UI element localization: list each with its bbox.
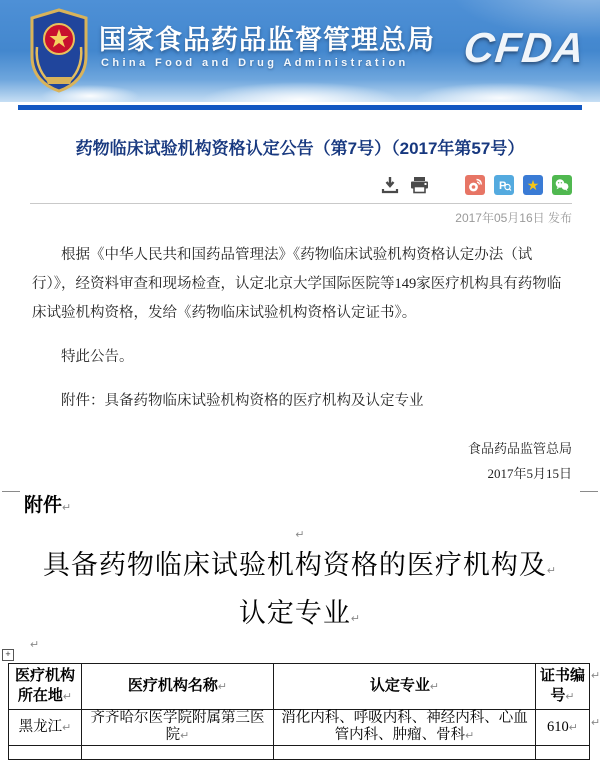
cell-region-text: 黑龙江 (18, 718, 63, 735)
favorite-star-glyph: ★ (526, 177, 540, 193)
signature-org: 食品药品监管总局 (467, 441, 572, 456)
crop-mark-right (580, 491, 598, 492)
body-paragraph-1: 根据《中华人民共和国药品管理法》《药物临床试验机构资格认定办法（试行）》，经资料审查和现场检查，认定北京大学国际医院等149家医疗机构具有药物临床试验机构资格，发给《药物临床试验机构资格认定证书》。 (32, 247, 562, 321)
org-name-cn: 国家食品药品监督管理总局 (99, 25, 435, 55)
publish-date: 2017年05月16日 发布 (455, 211, 572, 225)
attachment-title-line2 (0, 592, 600, 640)
toolbar-divider (30, 203, 572, 204)
signature-date: 2017年5月15日 (487, 466, 572, 481)
attachment-label-text: 附件 (24, 495, 63, 516)
cfda-emblem-icon (27, 7, 91, 95)
attachment-title-text2: 认定专业 (238, 598, 351, 628)
weibo-share-icon[interactable] (465, 175, 485, 195)
cell-name (82, 710, 274, 746)
col-header-cert-no (536, 664, 590, 710)
paragraph-mark: ↵ (568, 721, 578, 734)
institutions-table (8, 663, 590, 760)
paragraph-mark: ↵ (295, 529, 305, 541)
attachment-document (0, 489, 600, 751)
cell-specialties-text: 消化内科、呼吸内科、神经内科、心血管内科、肿瘤、骨科 (281, 710, 528, 743)
cell-specialties (274, 710, 536, 746)
table-row (9, 710, 590, 746)
paragraph-mark: ↵ (62, 502, 72, 514)
signature-block (0, 436, 572, 486)
body-paragraph-2: 特此公告。 (61, 349, 134, 365)
col-header-region (9, 664, 82, 710)
cell-region (9, 710, 82, 746)
table-header-row (9, 664, 590, 710)
page-title: 药物临床试验机构资格认定公告（第7号）（2017年第57号） (75, 139, 525, 158)
toolbar (30, 174, 572, 196)
cell-empty (536, 746, 590, 760)
wechat-share-icon[interactable] (552, 175, 572, 195)
paragraph-mark: ↵ (217, 681, 228, 693)
col-header-cert-no-text: 证书编号 (540, 667, 586, 704)
paragraph-mark: ↵ (62, 691, 73, 703)
article (0, 137, 600, 486)
empty-paragraph-mark (0, 525, 600, 543)
attachment-title-line1 (0, 544, 600, 592)
crop-mark-left (2, 491, 20, 492)
paragraph-mark: ↵ (350, 613, 362, 625)
paragraph-mark: ↵ (465, 730, 475, 742)
org-name-en: China Food and Drug Administration (101, 57, 409, 69)
paragraph-mark: ↵ (180, 730, 190, 742)
cell-cert-no-text: 610 (547, 718, 569, 735)
col-header-region-text: 医疗机构所在地 (14, 667, 75, 704)
favorite-share-icon[interactable] (523, 175, 543, 195)
print-icon[interactable] (409, 175, 429, 195)
cell-name-text: 齐齐哈尔医学院附属第三医院 (90, 710, 265, 743)
table-row-cutoff (9, 746, 590, 760)
col-header-specialties (274, 664, 536, 710)
attachment-reference-line: 附件：具备药物临床试验机构资格的医疗机构及认定专业 (61, 393, 424, 409)
paragraph-mark: ↵ (546, 565, 558, 577)
table-move-handle (2, 649, 14, 661)
paragraph-mark: ↵ (30, 639, 40, 651)
attachment-title (0, 544, 600, 640)
col-header-specialties-text: 认定专业 (369, 677, 430, 694)
paragraph-mark: ↵ (429, 681, 440, 693)
col-header-name (82, 664, 274, 710)
col-header-name-text: 医疗机构名称 (127, 677, 218, 694)
paragraph-mark: ↵ (591, 717, 600, 729)
empty-paragraph-mark (30, 635, 39, 653)
site-banner (0, 0, 600, 102)
cell-cert-no (536, 710, 590, 746)
paragraph-mark: ↵ (62, 721, 72, 734)
table-handle-glyph: + (5, 649, 11, 659)
header-divider-bar (18, 105, 582, 110)
cell-empty (9, 746, 82, 760)
attachment-label (24, 490, 71, 517)
cfda-logo: CFDA (461, 24, 588, 71)
cell-empty (274, 746, 536, 760)
attachment-title-text1: 具备药物临床试验机构资格的医疗机构及 (42, 550, 547, 580)
paragraph-mark: ↵ (565, 691, 575, 703)
paragraph-mark: ↵ (591, 670, 600, 682)
baidu-share-glyph: P (499, 180, 507, 192)
cell-empty (82, 746, 274, 760)
baidu-share-icon[interactable] (494, 175, 514, 195)
download-icon[interactable] (380, 175, 400, 195)
